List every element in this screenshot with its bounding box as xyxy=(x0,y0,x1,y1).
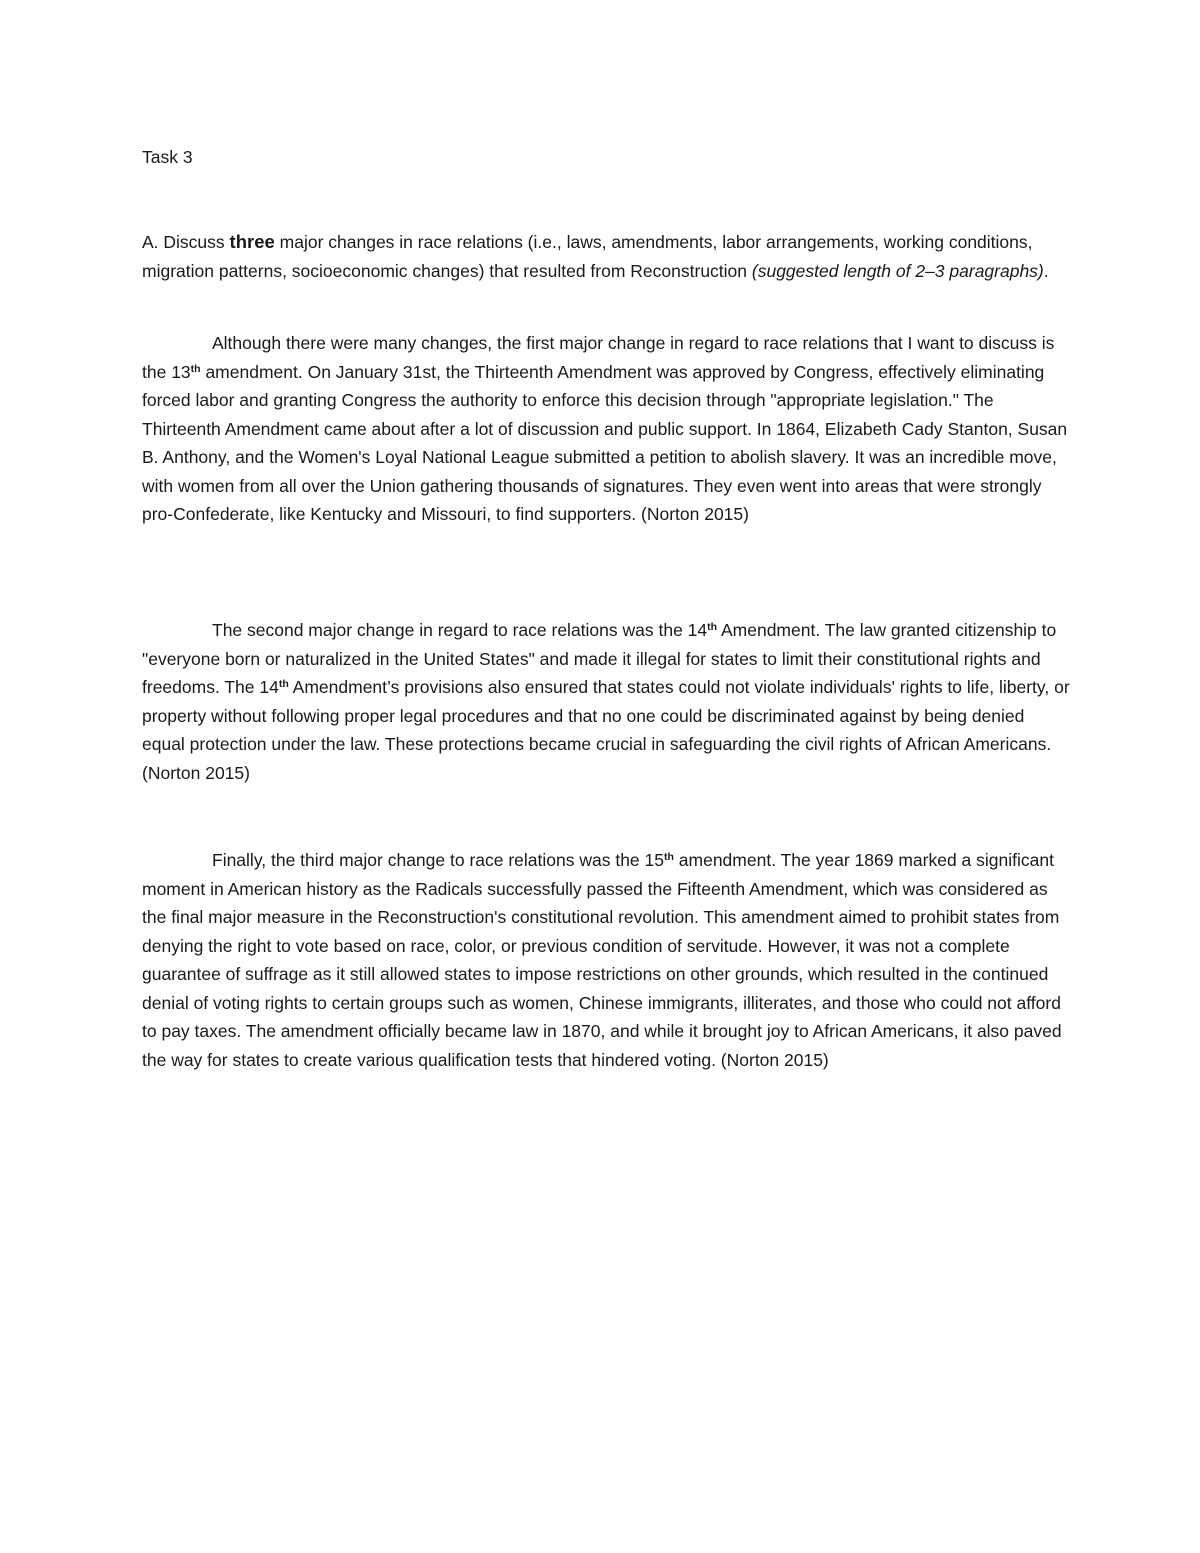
paragraph-text: amendment. The year 1869 marked a significant moment in American history as the Radicals successfully passed the Fifteenth Amendment, which was considered as the final major measure in the Reconstruction's constitutional revolution. This amendment aimed to prohibit states from denying the right to vote based on race, color, or previous condition of servitude. However, it was not a complete guarantee of suffrage as it still allowed states to impose restrictions on other grounds, which resulted in the continued denial of voting rights to certain groups such as women, Chinese immigrants, illiterates, and those who could not afford to pay taxes. The amendment officially became law in 1870, and while it brought joy to African Americans, it also paved the way for states to create various qualification tests that hindered voting. (Norton 2015) xyxy=(142,850,1062,1070)
paragraph-15th-amendment xyxy=(142,846,1072,1074)
paragraph-13th-amendment xyxy=(142,329,1072,529)
paragraph-text: Amendment’s provisions also ensured that states could not violate individuals' rights to life, liberty, or property without following proper legal procedures and that no one could be discriminated against by being denied equal protection under the law. These protections became crucial in safeguarding the civil rights of African Americans. (Norton 2015) xyxy=(142,677,1070,783)
ordinal-suffix: th xyxy=(190,362,201,375)
prompt-length-note: (suggested length of 2–3 paragraphs) xyxy=(751,260,1044,281)
prompt-suffix: . xyxy=(1043,260,1049,281)
task-prompt xyxy=(142,228,1072,285)
prompt-emphasis: three xyxy=(229,231,275,252)
document-title: Task 3 xyxy=(142,147,193,167)
paragraph-text: Although there were many changes, the first major change in regard to race relations that I want to discuss is the 13 xyxy=(142,333,1055,382)
ordinal-suffix: th xyxy=(664,851,674,863)
ordinal-suffix: th xyxy=(278,678,289,690)
paragraph-text: amendment. On January 31st, the Thirteenth Amendment was approved by Congress, effectively eliminating forced labor and granting Congress the authority to enforce this decision through "appropriate legislation." The Thirteenth Amendment came about after a lot of discussion and public support. In 1864, Elizabeth Cady Stanton, Susan B. Anthony, and the Women's Loyal National League submitted a petition to abolish slavery. It was an incredible move, with women from all over the Union gathering thousands of signatures. They even went into areas that were strongly pro-Confederate, like Kentucky and Missouri, to find supporters. (Norton 2015) xyxy=(142,361,1068,524)
prompt-prefix: A. Discuss xyxy=(142,232,230,252)
document-page xyxy=(142,0,1072,1553)
prompt-body: major changes in race relations (i.e., laws, amendments, labor arrangements, working conditions, migration patterns, socioeconomic changes) that resulted from Reconstruction xyxy=(142,232,1033,281)
paragraph-14th-amendment xyxy=(142,616,1072,787)
paragraph-text: Finally, the third major change to race relations was the 15 xyxy=(212,850,664,870)
ordinal-suffix: th xyxy=(707,621,718,633)
paragraph-text: Amendment. The law granted citizenship to "everyone born or naturalized in the United States" and made it illegal for states to limit their constitutional rights and freedoms. The 14 xyxy=(142,620,1057,697)
paragraph-text: The second major change in regard to race relations was the 14 xyxy=(212,620,708,640)
